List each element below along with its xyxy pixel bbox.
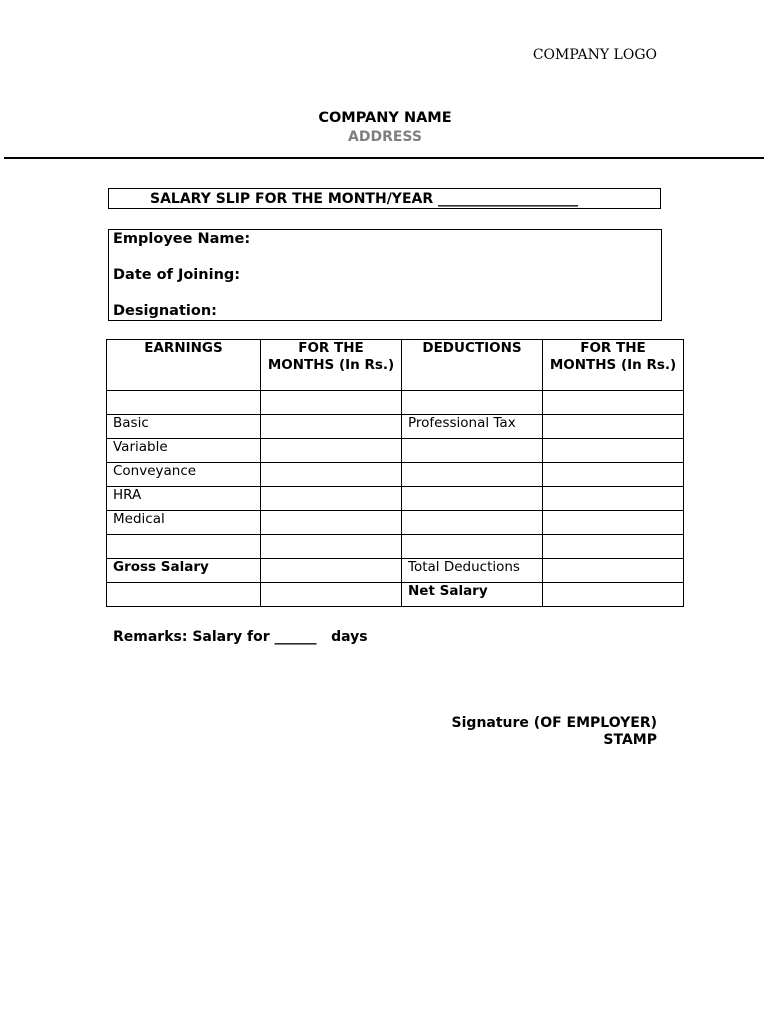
company-address: ADDRESS bbox=[348, 129, 422, 145]
gross-salary-label: Gross Salary bbox=[107, 559, 261, 583]
table-cell bbox=[261, 463, 402, 487]
table-header-row bbox=[107, 340, 684, 391]
employer-signature-label: Signature (OF EMPLOYER) bbox=[451, 715, 657, 731]
table-row bbox=[107, 487, 684, 511]
table-cell bbox=[543, 559, 684, 583]
table-cell: Medical bbox=[107, 511, 261, 535]
table-row bbox=[107, 535, 684, 559]
earnings-header: EARNINGS bbox=[107, 340, 261, 391]
table-cell bbox=[543, 535, 684, 559]
table-row bbox=[107, 463, 684, 487]
table-cell bbox=[543, 415, 684, 439]
earnings-amount-header: FOR THE MONTHS (In Rs.) bbox=[261, 340, 402, 391]
table-cell bbox=[543, 511, 684, 535]
table-cell bbox=[402, 463, 543, 487]
table-cell bbox=[107, 391, 261, 415]
designation-label: Designation: bbox=[113, 303, 217, 319]
table-row bbox=[107, 415, 684, 439]
total-deductions-label: Total Deductions bbox=[402, 559, 543, 583]
table-cell bbox=[261, 439, 402, 463]
table-cell bbox=[261, 583, 402, 607]
slip-title: SALARY SLIP FOR THE MONTH/YEAR ____________________ bbox=[150, 191, 578, 207]
table-cell: Professional Tax bbox=[402, 415, 543, 439]
table-cell: HRA bbox=[107, 487, 261, 511]
table-row bbox=[107, 391, 684, 415]
table-cell: Variable bbox=[107, 439, 261, 463]
table-row bbox=[107, 511, 684, 535]
table-cell bbox=[543, 463, 684, 487]
table-cell bbox=[543, 583, 684, 607]
table-cell bbox=[543, 439, 684, 463]
employee-name-label: Employee Name: bbox=[113, 231, 251, 247]
table-cell bbox=[402, 511, 543, 535]
table-cell bbox=[107, 583, 261, 607]
company-name: COMPANY NAME bbox=[318, 110, 452, 126]
table-cell: Conveyance bbox=[107, 463, 261, 487]
table-cell bbox=[543, 391, 684, 415]
deductions-amount-header: FOR THE MONTHS (In Rs.) bbox=[543, 340, 684, 391]
table-cell bbox=[261, 391, 402, 415]
table-cell bbox=[261, 487, 402, 511]
table-cell bbox=[261, 415, 402, 439]
table-cell bbox=[402, 487, 543, 511]
remarks-text: Remarks: Salary for ______ days bbox=[113, 629, 368, 645]
table-cell bbox=[261, 511, 402, 535]
company-logo-placeholder: COMPANY LOGO bbox=[532, 47, 657, 63]
table-row bbox=[107, 559, 684, 583]
deductions-header: DEDUCTIONS bbox=[402, 340, 543, 391]
date-of-joining-label: Date of Joining: bbox=[113, 267, 241, 283]
table-row bbox=[107, 439, 684, 463]
header-divider bbox=[4, 157, 764, 159]
table-cell bbox=[261, 559, 402, 583]
table-cell bbox=[261, 535, 402, 559]
salary-table bbox=[106, 339, 684, 607]
table-cell: Basic bbox=[107, 415, 261, 439]
stamp-label: STAMP bbox=[603, 732, 657, 748]
table-cell bbox=[402, 535, 543, 559]
table-row bbox=[107, 583, 684, 607]
table-cell bbox=[402, 439, 543, 463]
table-cell bbox=[402, 391, 543, 415]
net-salary-label: Net Salary bbox=[402, 583, 543, 607]
table-cell bbox=[543, 487, 684, 511]
table-cell bbox=[107, 535, 261, 559]
